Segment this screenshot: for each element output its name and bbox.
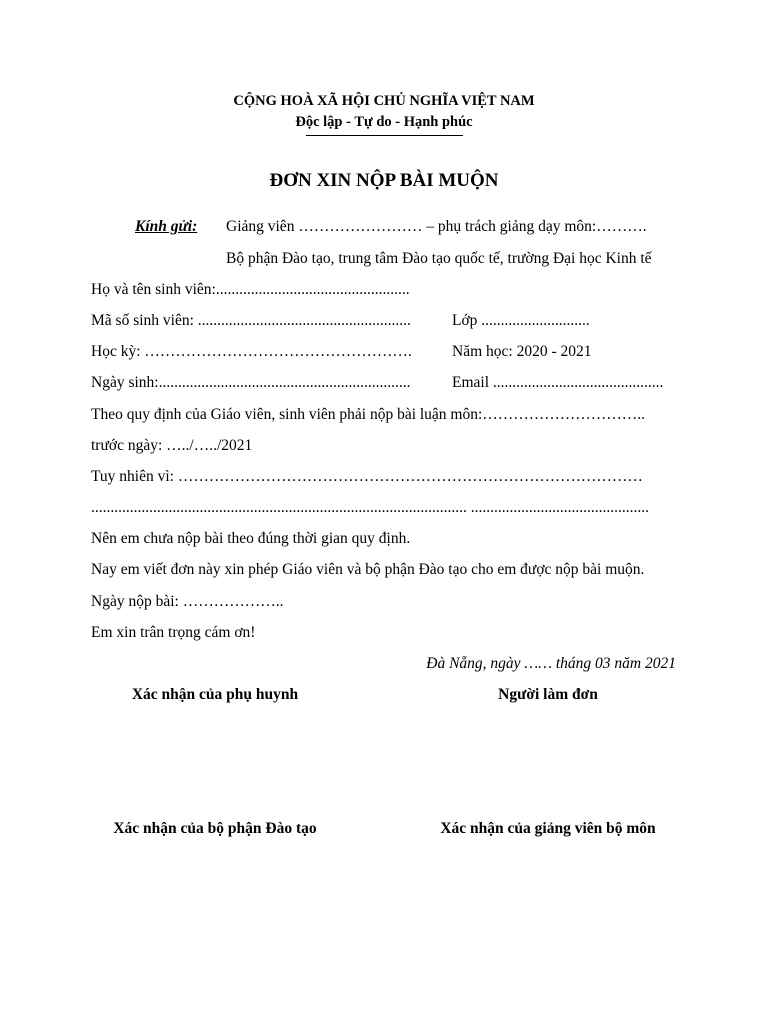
recipient-label: Kính gửi: <box>135 218 198 235</box>
field-student-id: Mã số sinh viên: ....................................................... <box>91 312 411 329</box>
field-birth-date: Ngày sinh:................................................................. <box>91 374 411 391</box>
signature-parent: Xác nhận của phụ huynh <box>131 686 299 703</box>
field-semester: Học kỳ: ……………………………………………. <box>91 343 412 360</box>
date-place: Đà Nẵng, ngày …… tháng 03 năm 2021 <box>426 655 676 672</box>
body-reason: Tuy nhiên vì: ……………………………………………………………………………… <box>91 468 643 485</box>
nation-heading: CỘNG HOÀ XÃ HỘI CHỦ NGHĨA VIỆT NAM <box>233 93 535 109</box>
signature-training-dept: Xác nhận của bộ phận Đào tạo <box>113 820 317 837</box>
recipient-line-1: Giảng viên …………………… – phụ trách giảng dạy môn:………. <box>226 218 647 235</box>
field-email: Email ............................................ <box>452 374 664 391</box>
document-title: ĐƠN XIN NỘP BÀI MUỘN <box>269 170 499 191</box>
recipient-line-2: Bộ phận Đào tạo, trung tâm Đào tạo quốc tế, trường Đại học Kinh tế <box>226 250 652 267</box>
field-class: Lớp ............................ <box>452 312 590 329</box>
body-not-submitted: Nên em chưa nộp bài theo đúng thời gian quy định. <box>91 530 411 547</box>
motto-underline <box>306 135 463 136</box>
field-full-name: Họ và tên sinh viên:.................................................. <box>91 281 410 298</box>
signature-applicant: Người làm đơn <box>498 686 598 703</box>
field-school-year: Năm học: 2020 - 2021 <box>452 343 592 360</box>
body-request: Nay em viết đơn này xin phép Giáo viên và bộ phận Đào tạo cho em được nộp bài muộn. <box>91 561 645 578</box>
motto-heading: Độc lập - Tự do - Hạnh phúc <box>295 114 473 130</box>
body-reason-continued: ................................................................................................. .............................................. <box>91 499 649 516</box>
body-thanks: Em xin trân trọng cám ơn! <box>91 624 256 641</box>
signature-lecturer: Xác nhận của giảng viên bộ môn <box>440 820 656 837</box>
body-submit-date: Ngày nộp bài: ……………….. <box>91 593 284 610</box>
body-rule-line: Theo quy định của Giáo viên, sinh viên phải nộp bài luận môn:………………………….. <box>91 406 646 423</box>
body-before-date: trước ngày: …../…../2021 <box>91 437 253 454</box>
